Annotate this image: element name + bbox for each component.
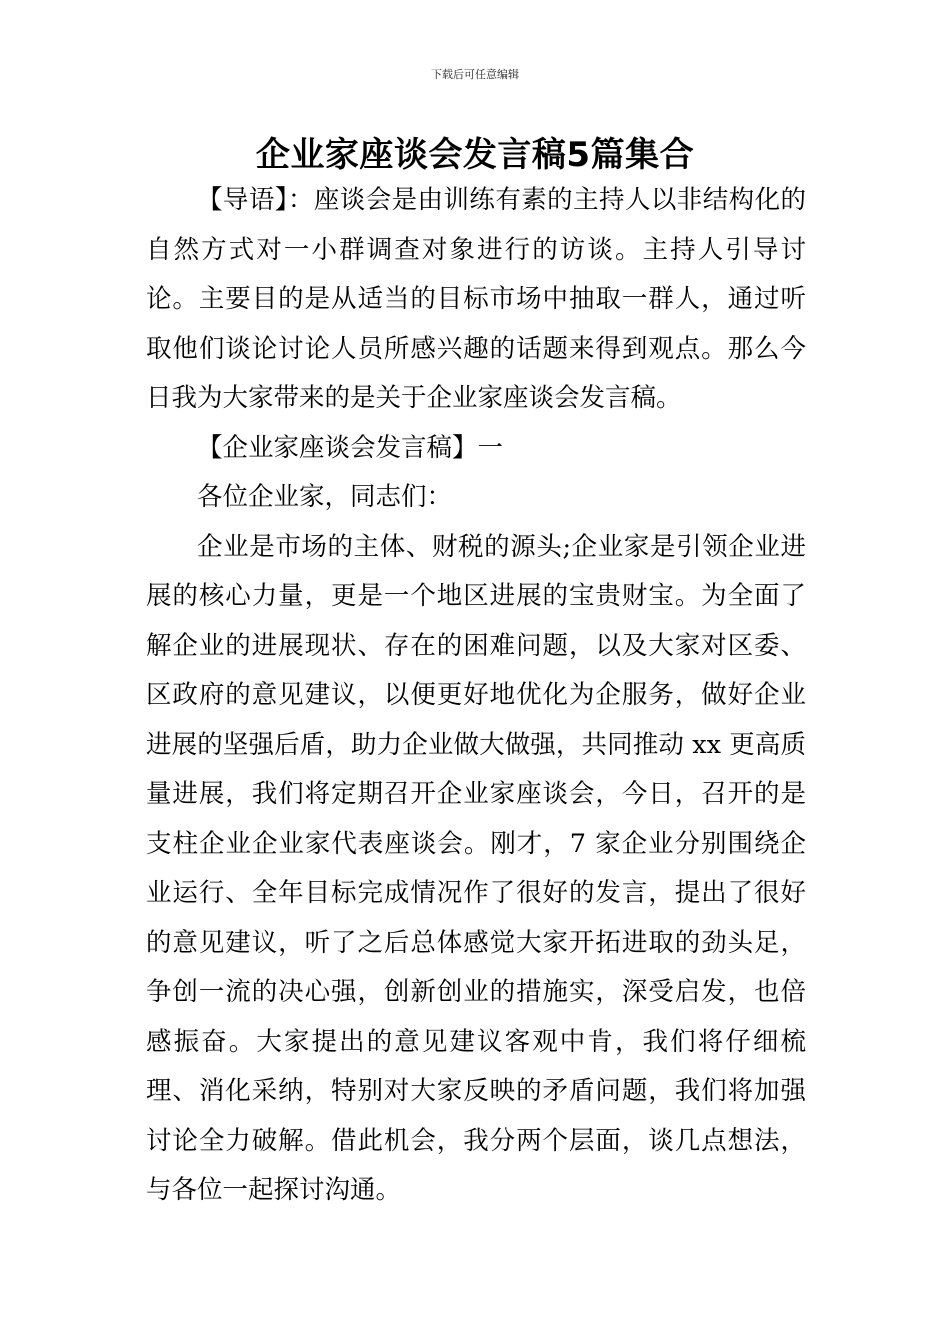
body-paragraph: 企业是市场的主体、财税的源头;企业家是引领企业进展的核心力量，更是一个地区进展的宝贵财宝。为全面了解企业的进展现状、存在的困难问题，以及大家对区委、区政府的意见建议，以便更好地优化为企服务，做好企业进展的坚强后盾，助力企业做大做强，共同推动 xx 更高质量进展，我们将定期召开企业家座谈会，今日，召开的是支柱企业企业家代表座谈会。刚才，7 家企业分别围绕企业运行、全年目标完成情况作了很好的发言，提出了很好的意见建议，听了之后总体感觉大家开拓进取的劲头足，争创一流的决心强，创新创业的措施实，深受启发，也倍感振奋。大家提出的意见建议客观中肯，我们将仔细梳理、消化采纳，特别对大家反映的矛盾问题，我们将加强讨论全力破解。借此机会，我分两个层面，谈几点想法，与各位一起探讨沟通。 [146, 531, 806, 1205]
intro-paragraph: 【导语】：座谈会是由训练有素的主持人以非结构化的自然方式对一小群调查对象进行的访谈。主持人引导讨论。主要目的是从适当的目标市场中抽取一群人，通过听取他们谈论讨论人员所感兴趣的话题来得到观点。那么今日我为大家带来的是关于企业家座谈会发言稿。 [146, 185, 806, 413]
salutation: 各位企业家，同志们： [197, 482, 453, 512]
document-body [146, 176, 806, 1216]
header-note: 下载后可任意编辑 [431, 68, 519, 81]
section-heading: 【企业家座谈会发言稿】一 [197, 432, 504, 463]
document-title: 企业家座谈会发言稿5篇集合 [255, 135, 695, 175]
